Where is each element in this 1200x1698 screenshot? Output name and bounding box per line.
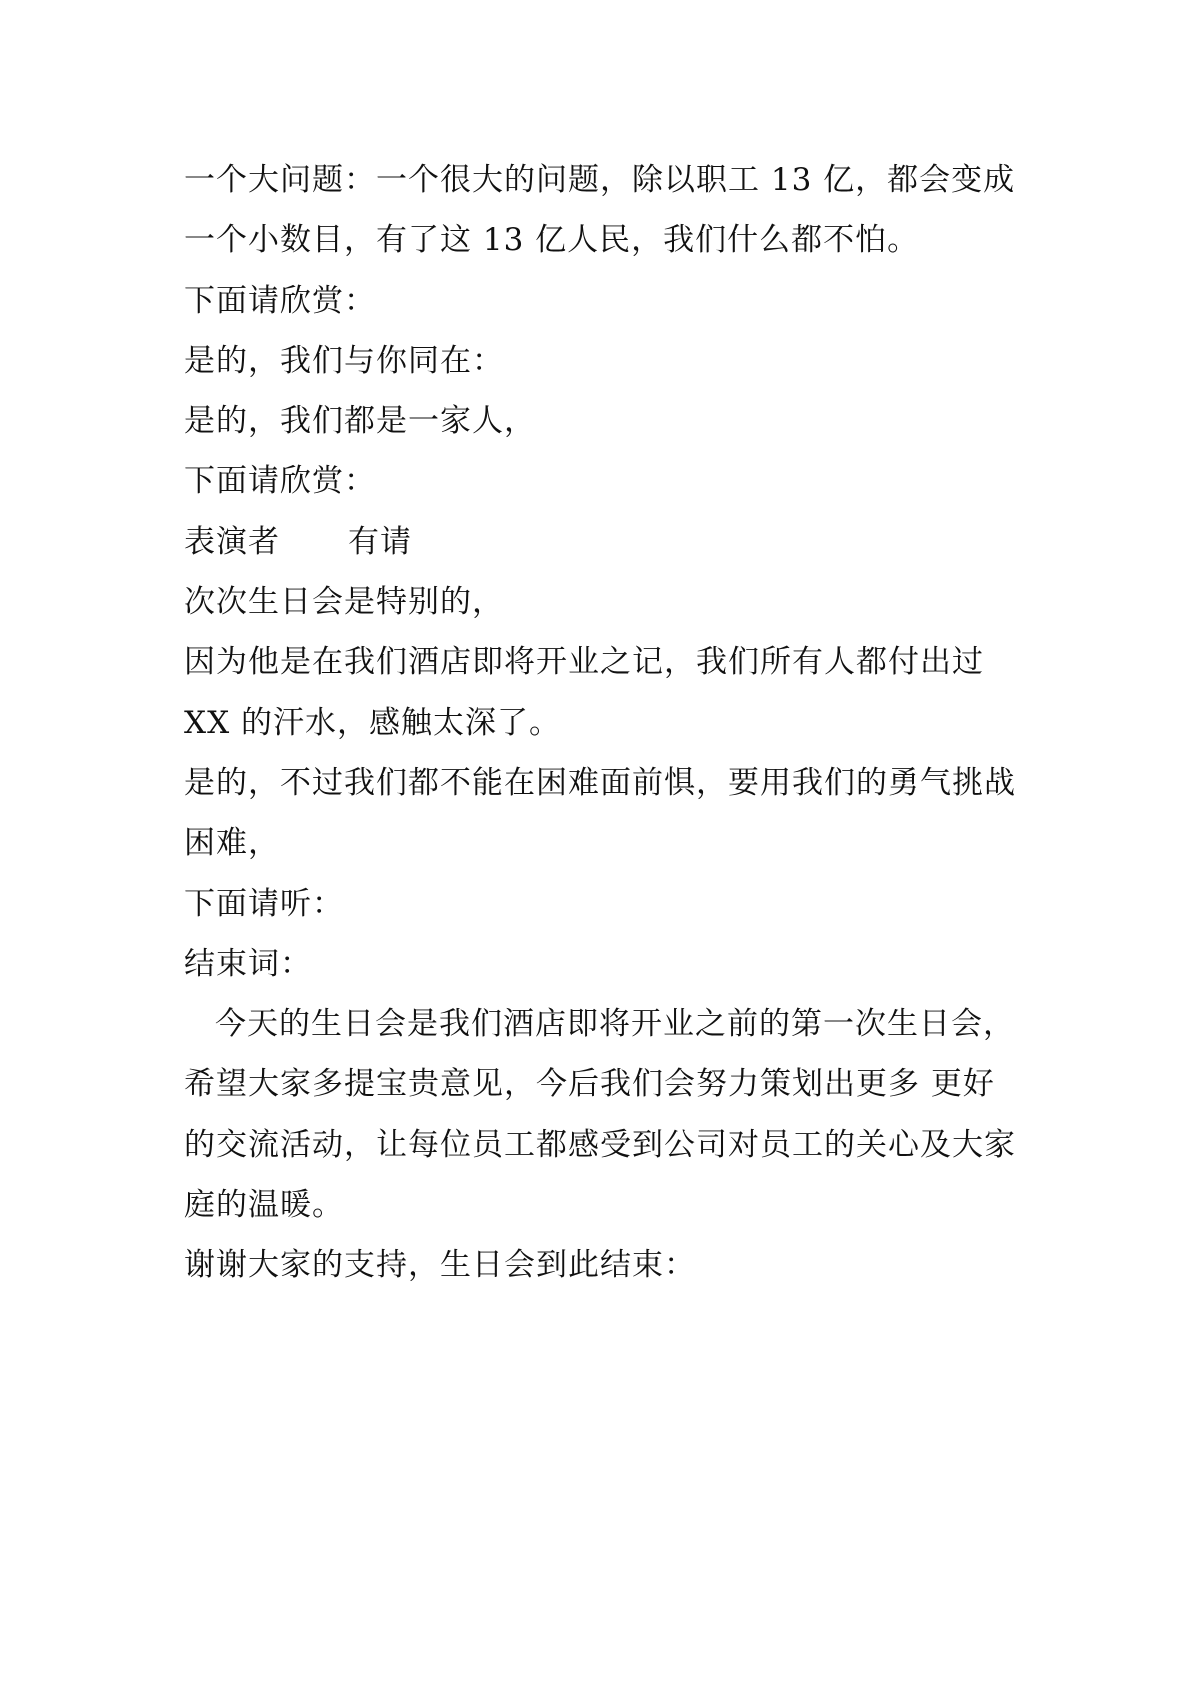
text-line: 下面请听：: [184, 885, 344, 922]
final-line: 谢谢大家的支持，生日会到此结束：: [184, 1247, 696, 1284]
text-line: 下面请欣赏：: [184, 282, 376, 319]
text-line: 下面请欣赏：: [184, 463, 376, 500]
closing-paragraph-line: 的交流活动，让每位员工都感受到公司对员工的关心及大家: [184, 1126, 1016, 1163]
text-line: XX 的汗水，感触太深了。: [184, 704, 561, 741]
closing-paragraph-line: 今天的生日会是我们酒店即将开业之前的第一次生日会，: [215, 1006, 1015, 1043]
text-line: 是的，我们与你同在：: [184, 342, 504, 379]
performer-invite: 有请: [348, 523, 412, 560]
text-line: 因为他是在我们酒店即将开业之记，我们所有人都付出过: [184, 644, 984, 681]
text-line: 次次生日会是特别的，: [184, 584, 504, 621]
text-line: 困难，: [184, 825, 280, 862]
document-body: [184, 150, 1034, 1296]
text-line: 一个小数目，有了这 13 亿人民，我们什么都不怕。: [184, 222, 920, 259]
text-line: 是的，不过我们都不能在困难面前惧，要用我们的勇气挑战: [184, 764, 1016, 801]
closing-paragraph-line: 希望大家多提宝贵意见，今后我们会努力策划出更多 更好: [184, 1066, 995, 1103]
text-line: 一个大问题：一个很大的问题，除以职工 13 亿，都会变成: [184, 162, 1016, 198]
closing-heading: 结束词：: [184, 945, 312, 982]
performer-label: 表演者: [184, 523, 280, 560]
performer-line: [184, 512, 1034, 572]
text-line: 是的，我们都是一家人，: [184, 403, 536, 440]
closing-paragraph-line: 庭的温暖。: [184, 1187, 344, 1224]
